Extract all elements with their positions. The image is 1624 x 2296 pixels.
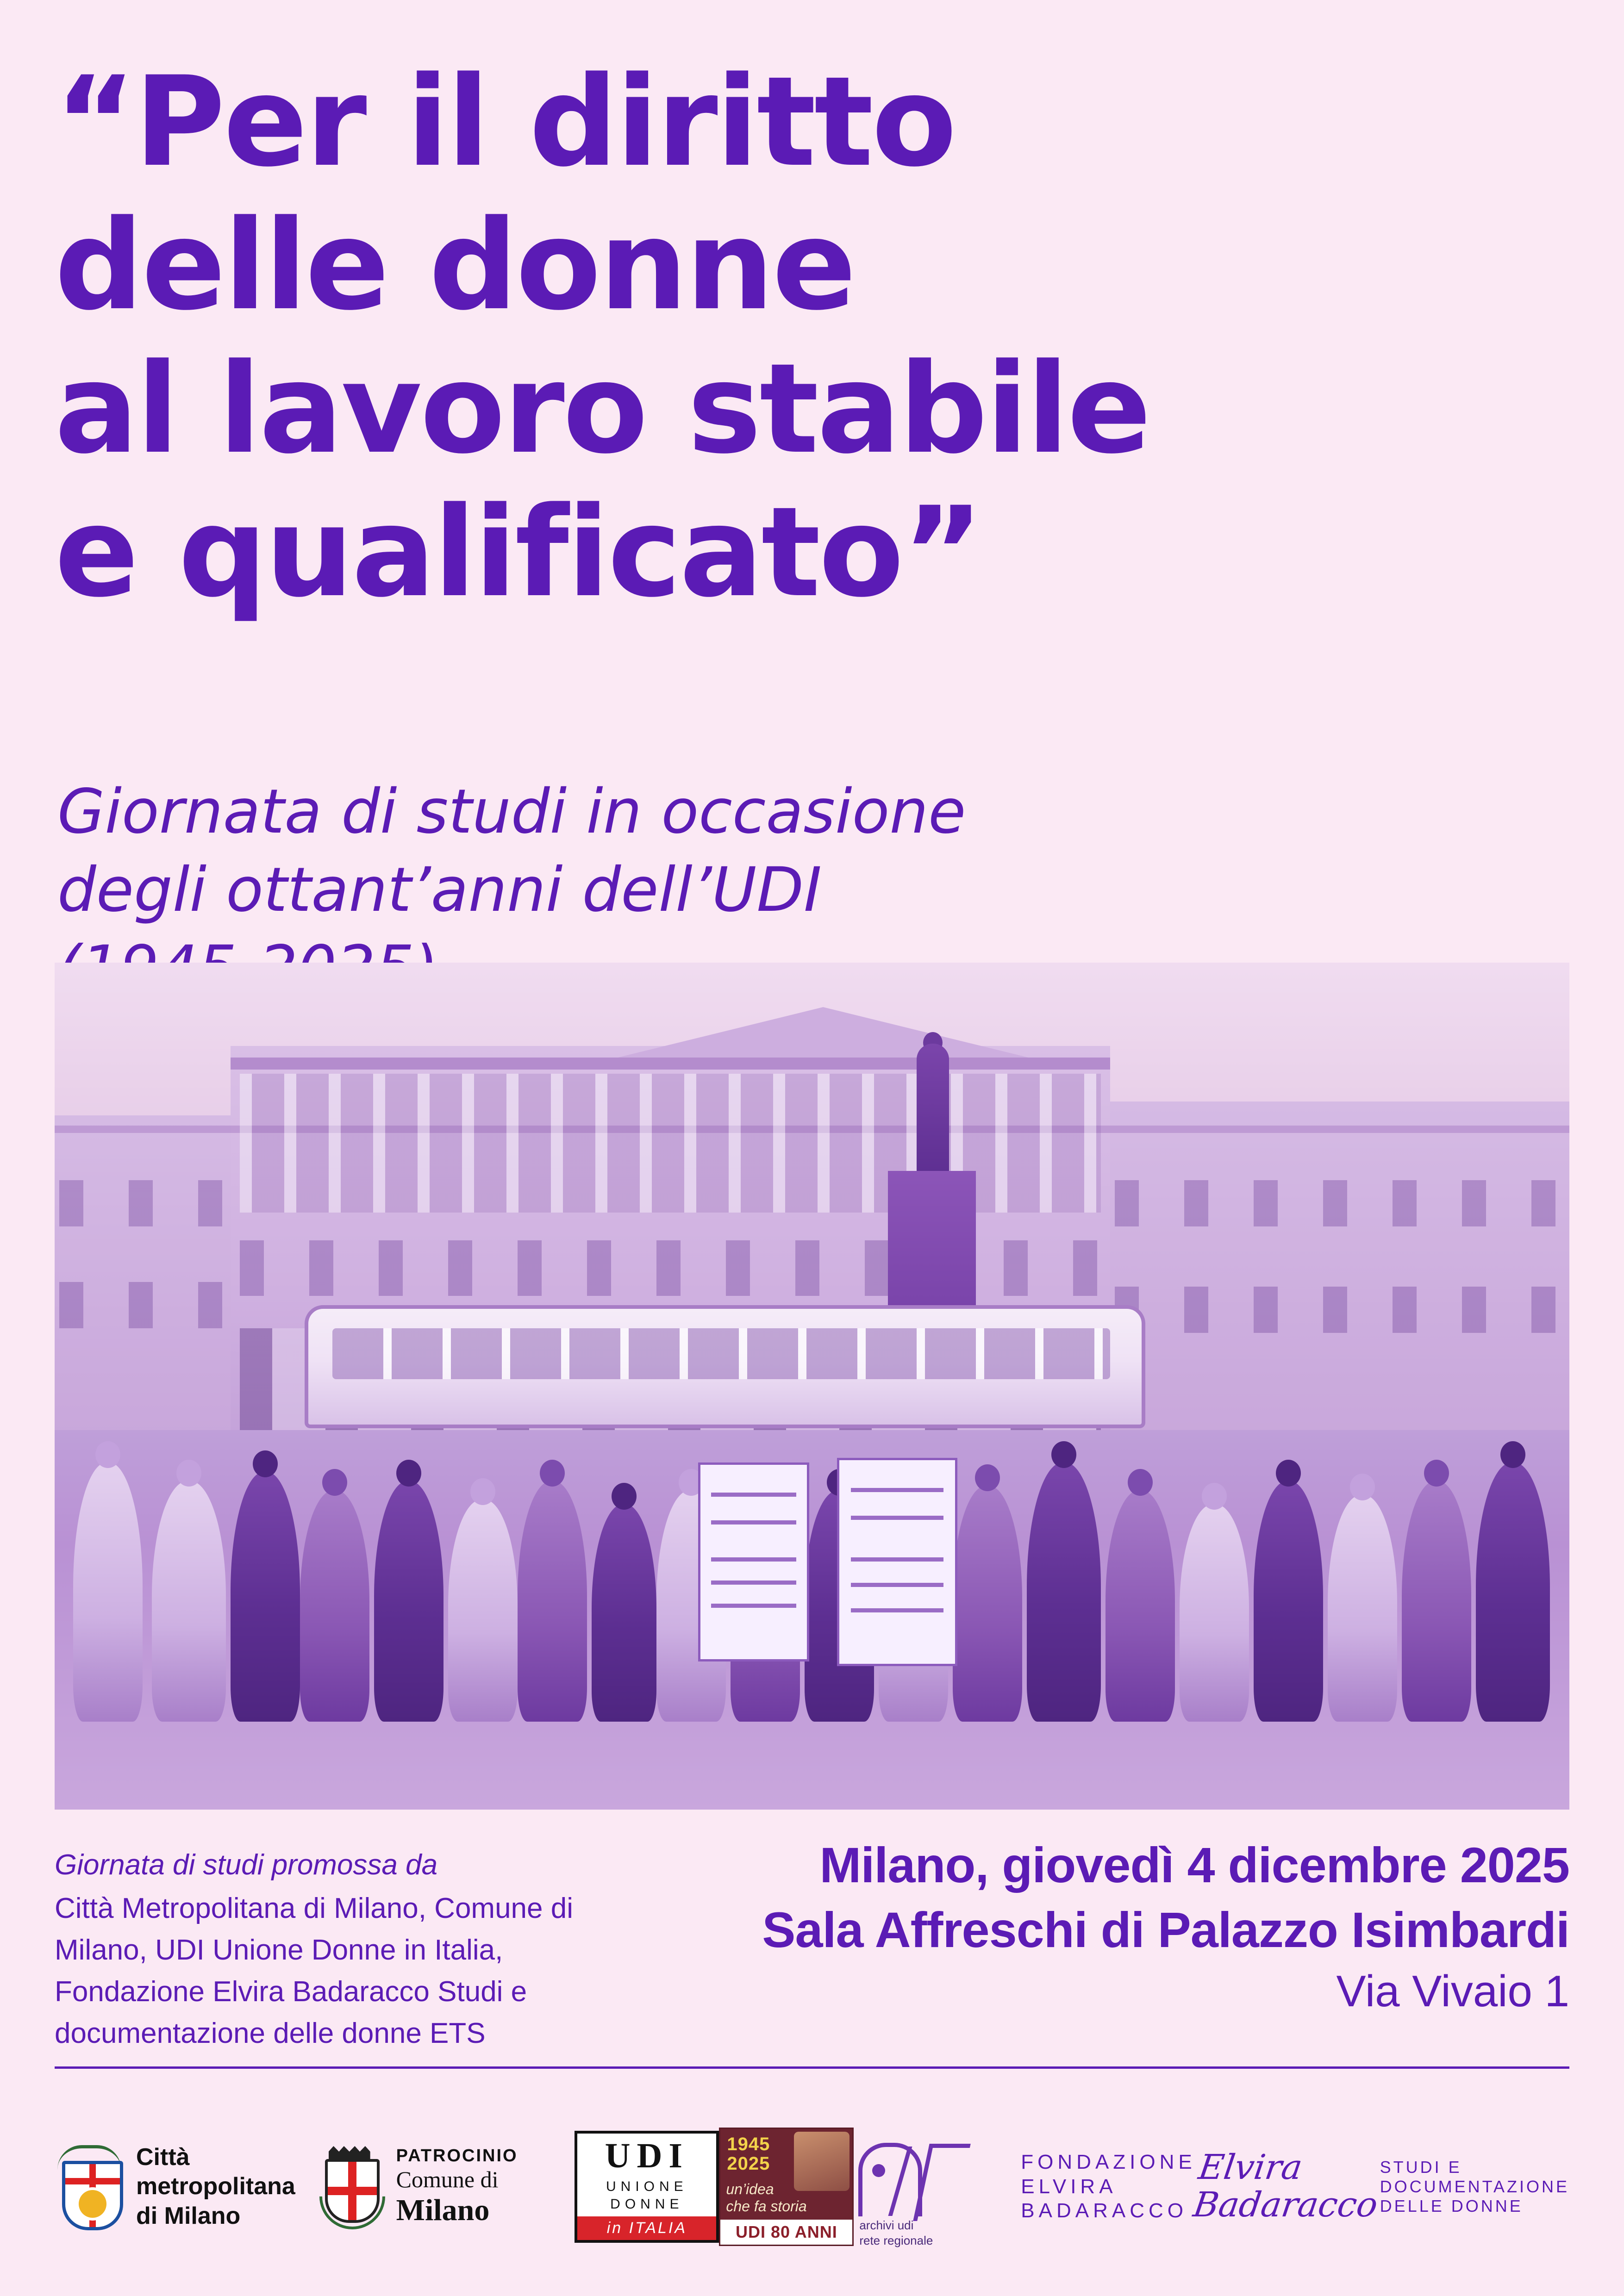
cmm-line-2: metropolitana [136, 2173, 295, 2200]
person-head [253, 1450, 278, 1477]
promoters-lead: Giornata di studi promossa da [55, 1849, 438, 1881]
person-head [1202, 1483, 1227, 1510]
crowd-person [374, 1481, 443, 1722]
udi-country: in ITALIA [577, 2216, 716, 2240]
crowd-person [1254, 1481, 1323, 1722]
udi80-years: 1945 2025 [727, 2134, 770, 2174]
windows-row [59, 1180, 231, 1226]
protest-banner [837, 1458, 957, 1666]
crowd-person [448, 1500, 518, 1722]
person-head [1500, 1441, 1525, 1468]
logo-fondazione-elvira-badaracco [1002, 2145, 1569, 2229]
comune-di-milano-crest-icon [315, 2145, 384, 2228]
crowd-person [1180, 1504, 1249, 1722]
statue-figure [917, 1044, 949, 1173]
udi-acronym: UDI [605, 2136, 689, 2175]
title-line-4: e qualificato” [55, 480, 982, 625]
comune-di-milano-label [396, 2146, 518, 2228]
crowd [55, 1407, 1569, 1722]
crowd-person [231, 1472, 300, 1722]
patrocinio-label: PATROCINIO [396, 2146, 518, 2165]
event-address: Via Vivaio 1 [1336, 1966, 1569, 2016]
event-date: Milano, giovedì 4 dicembre 2025 [819, 1837, 1569, 1893]
cmm-line-1: Città [136, 2143, 190, 2171]
citta-metropolitana-label [136, 2143, 295, 2231]
protest-banner [698, 1462, 809, 1661]
cmm-line-3: di Milano [136, 2202, 241, 2229]
person-head [1276, 1460, 1301, 1487]
crowd-person [518, 1481, 587, 1722]
windows-row [1115, 1180, 1568, 1226]
person-head [95, 1441, 120, 1468]
person-head [322, 1469, 347, 1496]
logo-bar [55, 2108, 1569, 2265]
crowd-person [152, 1481, 226, 1722]
subtitle-line-2: degli ottant’anni dell’UDI [57, 854, 822, 926]
udi-logo-box [575, 2131, 719, 2243]
logo-udi-80-anni [719, 2128, 854, 2246]
person-head [540, 1460, 565, 1487]
crowd-person [1328, 1495, 1397, 1722]
person-head [1128, 1469, 1153, 1496]
pediment [601, 1007, 1045, 1062]
crowd-person [300, 1490, 369, 1722]
crowd-person [1476, 1462, 1550, 1722]
person-head [975, 1464, 1000, 1491]
promoters-credits [55, 1844, 610, 2054]
crowd-person [73, 1462, 143, 1722]
page-title [55, 50, 1490, 634]
person-head [1051, 1441, 1076, 1468]
person-head [176, 1460, 201, 1487]
crowd-person [1402, 1481, 1471, 1722]
person-head [1350, 1474, 1375, 1500]
crowd-person [953, 1486, 1022, 1722]
fondazione-signature: Elvira Badaracco [1191, 2147, 1380, 2225]
fondazione-name: FONDAZIONE ELVIRA BADARACCO [1021, 2150, 1196, 2222]
person-head [470, 1478, 495, 1505]
photo-scene [55, 963, 1569, 1810]
title-line-3: al lavoro stabile [55, 337, 1149, 481]
archivi-udi-mark-icon [854, 2138, 969, 2247]
logo-citta-metropolitana-di-milano [55, 2143, 315, 2231]
event-details [643, 1833, 1569, 2021]
person-head [1424, 1460, 1449, 1487]
cornice [231, 1058, 1110, 1070]
crowd-person [1027, 1462, 1101, 1722]
windows-row [59, 1282, 231, 1328]
title-line-1: “Per il diritto [55, 50, 955, 194]
crowd-person [1106, 1490, 1175, 1722]
citta-metropolitana-crest-icon [55, 2145, 124, 2228]
logo-archivi-udi [854, 2138, 1002, 2247]
milano-label: Milano [396, 2193, 490, 2227]
archivi-udi-caption: archivi udi rete regionale [859, 2218, 933, 2247]
person-head [612, 1483, 637, 1510]
udi80-badge-label: UDI 80 ANNI [720, 2220, 852, 2245]
comune-label: Comune di [396, 2166, 499, 2192]
udi-expanded: UNIONE DONNE [606, 2179, 688, 2212]
udi80-claim: un’idea che fa storia [726, 2181, 807, 2215]
logo-comune-di-milano [315, 2145, 575, 2228]
tram-windows [332, 1328, 1110, 1379]
crowd-person [592, 1504, 656, 1722]
divider [55, 2066, 1569, 2069]
logo-udi [575, 2131, 719, 2243]
fondazione-tagline: STUDI E DOCUMENTAZIONE DELLE DONNE [1380, 2158, 1569, 2215]
title-line-2: delle donne [55, 193, 855, 338]
promoters-list: Città Metropolitana di Milano, Comune di Milano, UDI Unione Donne in Italia, Fondazione Elvira Badaracco Studi e documentazione delle donne ETS [55, 1892, 573, 2049]
windows-row [1115, 1287, 1568, 1333]
historical-photo [55, 963, 1569, 1810]
subtitle-line-1: Giornata di studi in occasione [57, 776, 966, 847]
event-venue: Sala Affreschi di Palazzo Isimbardi [762, 1902, 1569, 1958]
person-head [396, 1460, 421, 1487]
udi80-badge [719, 2128, 854, 2246]
